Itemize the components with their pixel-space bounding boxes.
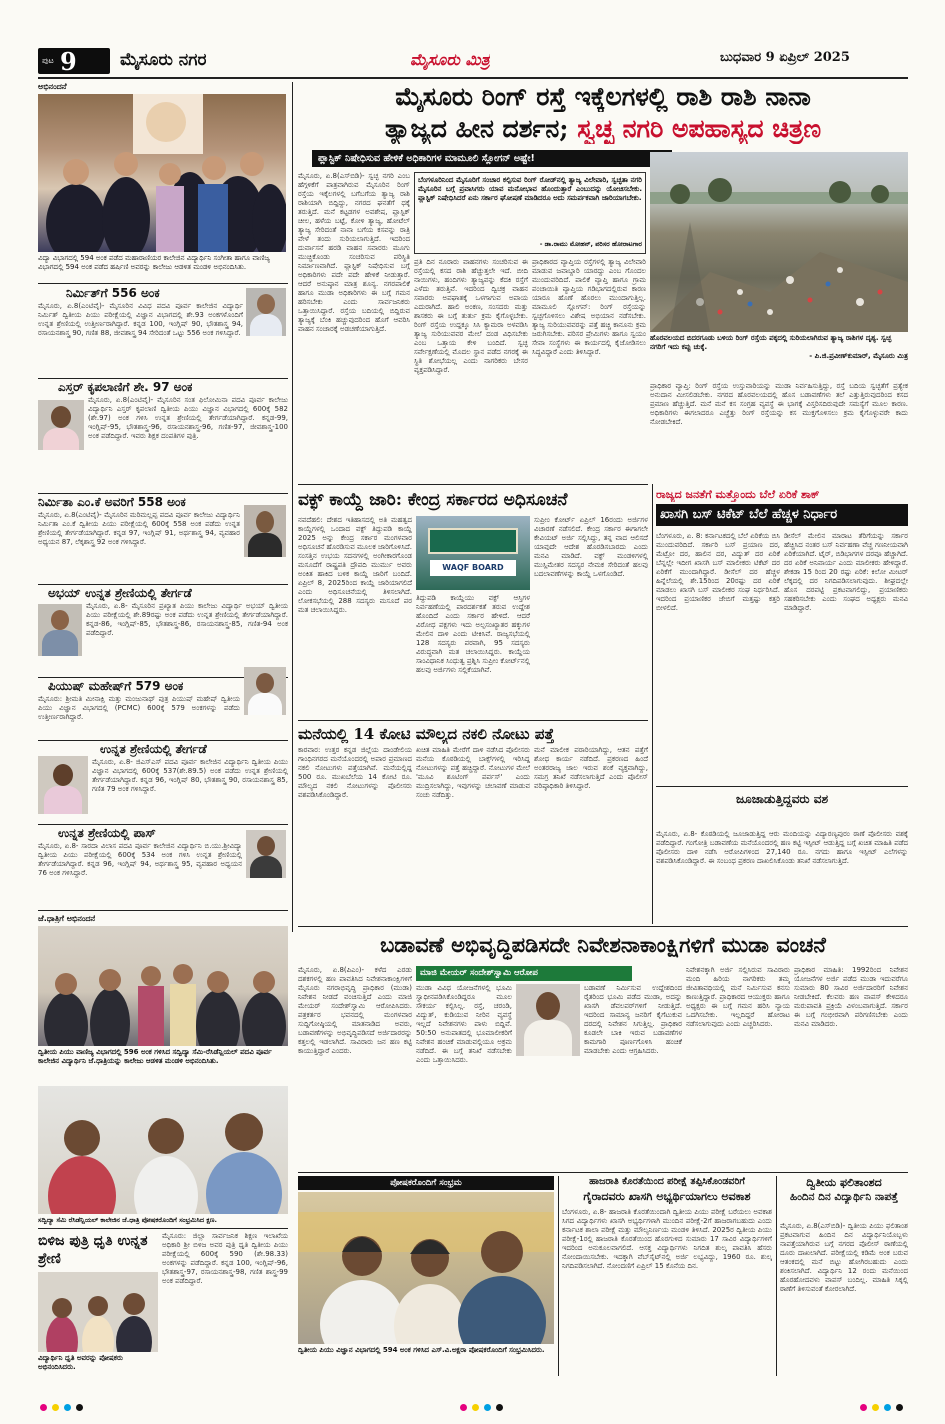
garbage-heap-illustration <box>650 152 908 332</box>
section-title: ಮೈಸೂರು ನಗರ <box>120 50 207 70</box>
item-body: ಮೈಸೂರು: ಜಿಲ್ಲಾ ಸಾರ್ವಜನಿಕ ಶಿಕ್ಷಣ ಇಲಾಖೆಯ ಅಧಿಕಾರಿ ಶ್ರೀ ಬಿಳಿಜ ಅವರ ಪುತ್ರಿ ಧೃತಿ ದ್ವಿತೀಯ ಪಿಯು ಪರೀಕ್ಷೆಯಲ್ಲಿ 600ಕ್ಕೆ 590 (ಶೇ.98.33) ಅಂಕಗಳನ್ನು ಪಡೆದಿದ್ದಾರೆ. ಕನ್ನಡ 100, ಇಂಗ್ಲಿಷ್-96, ಭೌತಶಾಸ್ತ್ರ-97, ರಸಾಯನಶಾಸ್ತ್ರ-98, ಗಣಿತ ಶಾಸ್ತ್ರ-99 ಅಂಕ ಪಡೆದಿದ್ದಾರೆ. <box>162 1232 288 1285</box>
gambling-body: ಮೈಸೂರು, ಏ.8- ಕೊಠಡಿಯಲ್ಲಿ ಜೂಜಾಡುತ್ತಿದ್ದ ಆರು ಮಂದಿಯನ್ನು ವಿದ್ಯಾರಣ್ಯಪುರಂ ಠಾಣೆ ಪೊಲೀಸರು ವಶಕ್ಕೆ ಪಡೆದಿದ್ದಾರೆ. ಗಂಗೋತ್ರಿ ಬಡಾವಣೆಯ ಮನೆಯೊಂದರಲ್ಲಿ ಹಣ ಕಟ್ಟಿ ಇಸ್ಪೀಟ್ ಆಡುತ್ತಿದ್ದ ಬಗ್ಗೆ ಖಚಿತ ಮಾಹಿತಿ ಪಡೆದ ಪೊಲೀಸರು ದಾಳಿ ನಡೆಸಿ ಆರೋಪಿಗಳಿಂದ 27,140 ರೂ. ನಗದು ಹಾಗೂ ಇಸ್ಪೀಟ್ ಎಲೆಗಳನ್ನು ವಶಪಡಿಸಿಕೊಂಡಿದ್ದಾರೆ. ಈ ಸಂಬಂಧ ಪ್ರಕರಣ ದಾಖಲಿಸಿಕೊಂಡು ತನಿಖೆ ನಡೆಸಲಾಗುತ್ತಿದೆ. <box>656 830 908 865</box>
student-photo <box>38 400 84 450</box>
photo-caption: ವಿದ್ಯಾರ್ಥಿನಿ ಧೃತಿ ಅವರನ್ನು ಪೋಷಕರು ಅಭಿನಂದಿಸಿದರು. <box>38 1354 123 1371</box>
lead-kicker: ಪ್ಲಾಸ್ಟಿಕ್ ನಿಷೇಧಿಸುವ ಹೇಳಿಕೆ ಅಧಿಕಾರಿಗಳ ಮಾಮೂಲಿ ಸ್ಲೋಗನ್ ಅಷ್ಟೇ! <box>312 150 672 167</box>
exam-headline: ಗೈರಾದವರು ಖಾಸಗಿ ಅಭ್ಯರ್ಥಿಯಾಗಲು ಅವಕಾಶ <box>583 1190 751 1203</box>
page-number: 9 <box>60 47 77 76</box>
family-illustration <box>298 1192 554 1344</box>
photo-caption <box>650 334 908 380</box>
lead-headline-part1: ತ್ಯಾಜ್ಯದ ಹೀನ ದರ್ಶನ; <box>384 114 578 143</box>
page-number-badge <box>38 48 110 74</box>
photo-caption: ದ್ವಿತೀಯ ಪಿಯು ವಿಜ್ಞಾನ ವಿಭಾಗದಲ್ಲಿ 594 ಅಂಕ ಗಳಿಸಿದ ಎಸ್.ವಿ.ಅಕ್ಷರಾ ಪೋಷಕರೊಂದಿಗೆ ಸಂಭ್ರಮಿಸಿದರು. <box>298 1346 545 1354</box>
fake-notes-headline: ಮನೆಯಲ್ಲಿ 14 ಕೋಟಿ ಮೌಲ್ಯದ ನಕಲಿ ನೋಟು ಪತ್ತೆ <box>298 725 555 743</box>
issue-date: ಬುಧವಾರ 9 ಏಪ್ರಿಲ್ 2025 <box>720 50 850 65</box>
fake-notes-col2: ಖಚಿತ ಮಾಹಿತಿ ಮೇರೆಗೆ ದಾಳಿ ನಡೆಸಿದ ಪೊಲೀಸರು ಮನೆಯ ಕೊಠಡಿಯಲ್ಲಿ ಬಾಕ್ಸ್‌ಗಳಲ್ಲಿ ಇರಿಸಿದ್ದ ನೋಟುಗಳನ್ನು ಪತ್ತೆ ಹಚ್ಚಿದ್ದಾರೆ. ನೋಟುಗಳ ಮೇಲೆ 'ಮೂವಿ ಶೂಟಿಂಗ್ ಪರ್ಪಸ್' ಎಂದು ಮುದ್ರಿಸಲಾಗಿದ್ದು, ಇವುಗಳನ್ನು ಚಲಾವಣೆ ಮಾಡುವ ಸಂಚು ನಡೆದಿತ್ತು. <box>416 746 530 799</box>
muda-col1: ಮೈಸೂರು, ಏ.8(ಪಿಎಂ)- ಕಳೆದ ಎರಡು ದಶಕಗಳಲ್ಲಿ ಹಣ ಪಾವತಿಸಿದ ನಿವೇಶನಾಕಾಂಕ್ಷಿಗಳಿಗೆ ಮೈಸೂರು ನಗರಾಭಿವೃದ್ಧಿ ಪ್ರಾಧಿಕಾರ (ಮುಡಾ) ನಿವೇಶನ ನೀಡದೆ ವಂಚಿಸುತ್ತಿದೆ ಎಂದು ಮಾಜಿ ಮೇಯರ್ ಸಂದೇಶ್‌ಸ್ವಾಮಿ ಆರೋಪಿಸಿದರು. ಪತ್ರಕರ್ತರ ಭವನದಲ್ಲಿ ಮಂಗಳವಾರ ಸುದ್ದಿಗೋಷ್ಠಿಯಲ್ಲಿ ಮಾತನಾಡಿದ ಅವರು, ಬಡಾವಣೆಗಳನ್ನು ಅಭಿವೃದ್ಧಿಪಡಿಸದೆ ಅರ್ಜಿದಾರರನ್ನು ಕತ್ತಲಲ್ಲಿ ಇಡಲಾಗಿದೆ. ಸಾವಿರಾರು ಜನ ಹಣ ಕಟ್ಟಿ ಕಾಯುತ್ತಿದ್ದಾರೆ ಎಂದರು. <box>298 966 412 1055</box>
exam-story <box>562 1176 772 1376</box>
dhruti-family-photo <box>38 1272 158 1352</box>
exam-kicker: ಹಾಜರಾತಿ ಕೊರತೆಯಿಂದ ಪರೀಕ್ಷೆ ತಪ್ಪಿಸಿಕೊಂಡವರಿಗೆ <box>589 1176 745 1187</box>
item-body: ಮೈಸೂರು, ಏ.8- ಮೈಸೂರಿನ ಪ್ರಖ್ಯಾತ ಪಿಯು ಕಾಲೇಜು ವಿದ್ಯಾರ್ಥಿ ಅಭಯ್ ದ್ವಿತೀಯ ಪಿಯು ಪರೀಕ್ಷೆಯಲ್ಲಿ ಶೇ.89ರಷ್ಟು ಅಂಕ ಪಡೆದು ಉನ್ನತ ಶ್ರೇಣಿಯಲ್ಲಿ ತೇರ್ಗಡೆಯಾಗಿದ್ದಾರೆ. ಕನ್ನಡ-86, ಇಂಗ್ಲಿಷ್-85, ಭೌತಶಾಸ್ತ್ರ-86, ರಸಾಯನಶಾಸ್ತ್ರ-85, ಗಣಿತ-94 ಅಂಕ ಪಡೆದಿದ್ದಾರೆ. <box>86 602 288 637</box>
lead-headline-part2: ಸ್ವಚ್ಛ ನಗರಿ ಅಪಹಾಸ್ಯದ ಚಿತ್ರಣ <box>577 114 822 143</box>
student-photo <box>246 830 286 878</box>
muda-col4: ನಿವೇಶನಕ್ಕಾಗಿ ಅರ್ಜಿ ಸಲ್ಲಿಸಿರುವ ಸಾವಿರಾರು ಮಂದಿ ಹಿರಿಯ ನಾಗರಿಕರು ತಮ್ಮ ಜೀವಿತಾವಧಿಯಲ್ಲಿ ಮನೆ ನಿರ್ಮಿಸುವ ಕನಸು ಕಾಣುತ್ತಿದ್ದಾರೆ. ಪ್ರಾಧಿಕಾರದ ಆಯುಕ್ತರು ಹಾಗೂ ಅಧ್ಯಕ್ಷರು ಈ ಬಗ್ಗೆ ಗಮನ ಹರಿಸಿ ನ್ಯಾಯ ಒದಗಿಸಬೇಕು. ಇಲ್ಲದಿದ್ದರೆ ಹೋರಾಟ ನಡೆಸಲಾಗುವುದು ಎಂದು ಎಚ್ಚರಿಸಿದರು. <box>686 966 790 1028</box>
lead-col3: ಪ್ರಾಧಿಕಾರದ ವ್ಯಾಪ್ತಿಯ ರಸ್ತೆಗಳಲ್ಲಿ ತ್ಯಾಜ್ಯ ವಿಲೇವಾರಿ ಮಾಡುವ ಜವಾಬ್ದಾರಿ ಯಾರದ್ದು ಎಂಬ ಗೊಂದಲ ಮುಂದುವರಿದಿದೆ. ಪಾಲಿಕೆ ವ್ಯಾಪ್ತಿ ಹಾಗೂ ಗ್ರಾಮ ಪಂಚಾಯಿತಿ ವ್ಯಾಪ್ತಿಯ ಗಡಿಭಾಗದಲ್ಲಿರುವ ಕಾರಣ ಯಾರೂ ಹೊಣೆ ಹೊರಲು ಮುಂದಾಗುತ್ತಿಲ್ಲ. ಮಾಮೂಲಿ ಸ್ಲೋಗನ್: ರಿಂಗ್ ರಸ್ತೆಯನ್ನು ಸ್ವಚ್ಛಗೊಳಿಸಲು ವಿಶೇಷ ಅಭಿಯಾನ ನಡೆಸಬೇಕು. ತ್ಯಾಜ್ಯ ಸುರಿಯುವವರನ್ನು ಪತ್ತೆ ಹಚ್ಚಿ ಕಾನೂನು ಕ್ರಮ ಜರುಗಿಸಬೇಕು. ಪರಿಸರ ಪ್ರೇಮಿಗಳು ಹಾಗೂ ಸ್ವಯಂ ಸೇವಾ ಸಂಸ್ಥೆಗಳು ಈ ಕಾರ್ಯದಲ್ಲಿ ಕೈಜೋಡಿಸಲು ಸಿದ್ಧವಿದ್ದಾರೆ ಎಂದು ತಿಳಿಸಿದ್ದಾರೆ. <box>532 258 646 356</box>
dhatri-felicitation-photo <box>38 926 288 1046</box>
sandesh-swamy-photo <box>516 984 580 1056</box>
lead-headline-line2 <box>298 114 908 144</box>
left-column <box>38 82 288 1382</box>
photo-caption-text: ಹೊರವಲಯದ ಬಿದರಗೂಡು ಬಳಿಯ ರಿಂಗ್ ರಸ್ತೆಯ ಪಕ್ಕದಲ್ಲಿ ಸುರಿಯಲಾಗಿರುವ ತ್ಯಾಜ್ಯ ರಾಶಿಗಳ ದೃಶ್ಯ. ಸ್ವಚ್ಛ ನಗರಿಗೆ ಇದು ಕಪ್ಪು ಚುಕ್ಕೆ. <box>650 334 892 351</box>
lead-col4: ಪ್ರಾಧಿಕಾರ ವ್ಯಾಪ್ತಿ: ರಿಂಗ್ ರಸ್ತೆಯ ಉಸ್ತುವಾರಿಯನ್ನು ಮುಡಾ ನಿರ್ವಹಿಸುತ್ತಿದ್ದು, ರಸ್ತೆ ಬದಿಯ ಸ್ವಚ್ಛತೆಗೆ ಪ್ರತ್ಯೇಕ ಅನುದಾನ ಮೀಸಲಿಡಬೇಕು. ನಗರದ ಹೊರವಲಯದಲ್ಲಿ ಹೊಸ ಬಡಾವಣೆಗಳು ತಲೆ ಎತ್ತುತ್ತಿರುವುದರಿಂದ ಕಸದ ಪ್ರಮಾಣ ಹೆಚ್ಚುತ್ತಿದೆ. ಮನೆ ಮನೆ ಕಸ ಸಂಗ್ರಹ ವ್ಯವಸ್ಥೆ ಈ ಭಾಗಕ್ಕೆ ವಿಸ್ತರಿಸದಿರುವುದೇ ಸಮಸ್ಯೆಗೆ ಮೂಲ ಕಾರಣ. ಅಧಿಕಾರಿಗಳು ಈಗಲಾದರೂ ಎಚ್ಚೆತ್ತು ರಿಂಗ್ ರಸ್ತೆಯನ್ನು ಕಸ ಮುಕ್ತಗೊಳಿಸಲು ಕ್ರಮ ಕೈಗೊಳ್ಳುವರೇ ಕಾದು ನೋಡಬೇಕಿದೆ. <box>650 382 908 426</box>
item-title: ಬಿಳಿಜ ಪುತ್ರಿ ಧೃತಿ ಉನ್ನತ ಶ್ರೇಣಿ <box>38 1233 148 1267</box>
akshara-family-photo <box>298 1192 554 1344</box>
photo-caption: ವಿದ್ಯಾ ವಿಭಾಗದಲ್ಲಿ 594 ಅಂಕ ಪಡೆದ ಮಹಾರಾಣಿಯರ ಕಾಲೇಜಿನ ವಿದ್ಯಾರ್ಥಿನಿ ಸಂಗೀತಾ ಹಾಗೂ ವಾಣಿಜ್ಯ ವಿಭಾಗದಲ್ಲಿ 594 ಅಂಕ ಪಡೆದ ಹರ್ಷಿಣಿ ಅವರನ್ನು ಕಾಲೇಜು ಆಡಳಿತ ಮಂಡಳಿ ಅಭಿನಂದಿಸಿತು. <box>38 254 270 271</box>
lead-col2: ಪ್ರತಿ ದಿನ ನೂರಾರು ವಾಹನಗಳು ಸಂಚರಿಸುವ ಈ ರಸ್ತೆಯಲ್ಲಿ ಕಸದ ರಾಶಿ ಹೆಚ್ಚುತ್ತಲೇ ಇದೆ. ಬೀದಿ ನಾಯಿಗಳು, ಹಂದಿಗಳು ತ್ಯಾಜ್ಯವನ್ನು ಕೆದಕಿ ರಸ್ತೆಗೆ ಎಳೆದು ತರುತ್ತಿವೆ. ಇದರಿಂದ ದ್ವಿಚಕ್ರ ವಾಹನ ಸವಾರರು ಅಪಘಾತಕ್ಕೆ ಒಳಗಾಗುವ ಅಪಾಯ ಎದುರಾಗಿದೆ. ಹಾಲಿ ಅಂಕಣ, ಸಂಸದರು ಮತ್ತು ಶಾಸಕರು ಈ ಬಗ್ಗೆ ತುರ್ತು ಕ್ರಮ ಕೈಗೊಳ್ಳಬೇಕು. ರಿಂಗ್ ರಸ್ತೆಯ ಉದ್ದಕ್ಕೂ ಸಿಸಿ ಕ್ಯಾಮರಾ ಅಳವಡಿಸಿ ತ್ಯಾಜ್ಯ ಸುರಿಯುವವರ ಮೇಲೆ ದಂಡ ವಿಧಿಸಬೇಕು ಎಂಬ ಒತ್ತಾಯ ಕೇಳಿ ಬಂದಿದೆ. ಸ್ವಚ್ಛ ಸರ್ವೇಕ್ಷಣೆಯಲ್ಲಿ ಮೊದಲ ಸ್ಥಾನ ಪಡೆದ ನಗರಕ್ಕೆ ಈ ಸ್ಥಿತಿ ಶೋಭೆಯಲ್ಲ ಎಂದು ನಾಗರಿಕರು ಬೇಸರ ವ್ಯಕ್ತಪಡಿಸಿದ್ದಾರೆ. <box>414 258 528 374</box>
bus-kicker: ರಾಜ್ಯದ ಜನತೆಗೆ ಮತ್ತೊಂದು ಬೆಲೆ ಏರಿಕೆ ಶಾಕ್ <box>656 488 820 501</box>
item-body: ಮೈಸೂರು, ಏ.8(ಎಂಟಿವೈ)- ಮೈಸೂರಿನ ವಿವಿಧ ಪದವಿ ಪೂರ್ವ ಕಾಲೇಜಿನ ವಿದ್ಯಾರ್ಥಿ ನಿರ್ಮಿತ್ ದ್ವಿತೀಯ ಪಿಯು ಪರೀಕ್ಷೆಯಲ್ಲಿ ವಿಜ್ಞಾನ ವಿಭಾಗದಲ್ಲಿ ಶೇ.93 ಅಂಕಗಳೊಂದಿಗೆ ಉನ್ನತ ಶ್ರೇಣಿಯಲ್ಲಿ ಉತ್ತೀರ್ಣರಾಗಿದ್ದಾರೆ. ಕನ್ನಡ 100, ಇಂಗ್ಲಿಷ್ 90, ಭೌತಶಾಸ್ತ್ರ 94, ರಸಾಯನಶಾಸ್ತ್ರ 90, ಗಣಿತ 88, ಜೀವಶಾಸ್ತ್ರ 94 ಸೇರಿದಂತೆ ಒಟ್ಟು 556 ಅಂಕ ಗಳಿಸಿದ್ದಾರೆ. <box>38 302 243 337</box>
item-title: ನಿರ್ಮಿತ್‌ಗೆ 556 ಅಂಕ <box>66 286 160 300</box>
section-tag: ಜೆ.ಧಾತ್ರಿಗೆ ಅಭಿನಂದನೆ <box>38 914 96 923</box>
result-kicker: ದ್ವಿತೀಯ ಫಲಿತಾಂಶದ <box>806 1176 882 1189</box>
muda-col3: ಬಡಾವಣೆ ನಿರ್ಮಿಸುವ ಉದ್ದೇಶದಿಂದ ರೈತರಿಂದ ಭೂಮಿ ಪಡೆದ ಮುಡಾ, ಅದನ್ನು ಖಾಸಗಿ ಡೆವಲಪರ್‌ಗಳಿಗೆ ನೀಡುತ್ತಿದೆ. ಇದರಿಂದ ಸಾಮಾನ್ಯ ಜನರಿಗೆ ಕೈಗೆಟುಕುವ ದರದಲ್ಲಿ ನಿವೇಶನ ಸಿಗುತ್ತಿಲ್ಲ. ಪ್ರಾಧಿಕಾರ ಕೂಡಲೇ ಬಾಕಿ ಇರುವ ಬಡಾವಣೆಗಳ ಕಾಮಗಾರಿ ಪೂರ್ಣಗೊಳಿಸಿ ಹಂಚಿಕೆ ಮಾಡಬೇಕು ಎಂದು ಆಗ್ರಹಿಸಿದರು. <box>584 984 682 1055</box>
gambling-headline: ಜೂಜಾಡುತ್ತಿದ್ದವರು ವಶ <box>735 792 829 806</box>
student-item <box>38 826 288 908</box>
waqf-col2: ತಿದ್ದುಪಡಿ ಕಾಯ್ದೆಯು ವಕ್ಫ್ ಆಸ್ತಿಗಳ ನಿರ್ವಹಣೆಯಲ್ಲಿ ಪಾರದರ್ಶಕತೆ ತರುವ ಉದ್ದೇಶ ಹೊಂದಿದೆ ಎಂದು ಸರ್ಕಾರ ಹೇಳಿದೆ. ಆದರೆ ವಿರೋಧ ಪಕ್ಷಗಳು ಇದು ಅಲ್ಪಸಂಖ್ಯಾತರ ಹಕ್ಕುಗಳ ಮೇಲಿನ ದಾಳಿ ಎಂದು ಟೀಕಿಸಿವೆ. ರಾಜ್ಯಸಭೆಯಲ್ಲಿ 128 ಸದಸ್ಯರು ಪರವಾಗಿ, 95 ಸದಸ್ಯರು ವಿರುದ್ಧವಾಗಿ ಮತ ಚಲಾಯಿಸಿದ್ದರು. ಕಾಯ್ದೆಯ ಸಾಂವಿಧಾನಿಕ ಸಿಂಧುತ್ವ ಪ್ರಶ್ನಿಸಿ ಸುಪ್ರೀಂ ಕೋರ್ಟ್‌ನಲ್ಲಿ ಹಲವು ಅರ್ಜಿಗಳು ಸಲ್ಲಿಕೆಯಾಗಿವೆ. <box>416 594 530 674</box>
item-title: ಉನ್ನತ ಶ್ರೇಣಿಯಲ್ಲಿ ತೇರ್ಗಡೆ <box>100 742 207 756</box>
student-item <box>38 586 288 676</box>
student-photo <box>244 505 286 557</box>
item-title: ಎಸ್ತರ್ ಕೃಪಲಾಣಿಗೆ ಶೇ. 97 ಅಂಕ <box>58 380 193 394</box>
bus-col1: ಬೆಂಗಳೂರು, ಏ. 8: ಕರ್ನಾಟಕದಲ್ಲಿ ಬೆಲೆ ಏರಿಕೆಯ ಬಿಸಿ ಮುಂದುವರಿದಿದೆ. ಸರ್ಕಾರಿ ಬಸ್ ಪ್ರಯಾಣ ದರ, ಮೆಟ್ರೋ ದರ, ಹಾಲಿನ ದರ, ವಿದ್ಯುತ್ ದರ ಏರಿಕೆ ಬೆನ್ನಲ್ಲೇ ಇದೀಗ ಖಾಸಗಿ ಬಸ್ ಮಾಲೀಕರು ಟಿಕೆಟ್ ದರ ಏರಿಕೆಗೆ ಮುಂದಾಗಿದ್ದಾರೆ. ಡೀಸೆಲ್ ದರ ಹೆಚ್ಚಳ ಹಿನ್ನೆಲೆಯಲ್ಲಿ ಶೇ.15ರಿಂದ 20ರಷ್ಟು ದರ ಏರಿಕೆ ಮಾಡಲು ಖಾಸಗಿ ಬಸ್ ಮಾಲೀಕರ ಸಂಘ ನಿರ್ಧರಿಸಿದೆ. ಇದರಿಂದ ಪ್ರಯಾಣಿಕರ ಜೇಬಿಗೆ ಮತ್ತಷ್ಟು ಕತ್ತರಿ ಬೀಳಲಿದೆ. <box>656 532 780 612</box>
muda-kicker: ಮಾಜಿ ಮೇಯರ್ ಸಂದೇಶ್‌ಸ್ವಾಮಿ ಆರೋಪ <box>416 966 632 981</box>
lead-col1: ಮೈಸೂರು, ಏ.8(ಎಸ್‌ಬಿಡಿ)- ಸ್ವಚ್ಛ ನಗರಿ ಎಂಬ ಹೆಗ್ಗಳಿಕೆಗೆ ಪಾತ್ರವಾಗಿರುವ ಮೈಸೂರಿನ ರಿಂಗ್ ರಸ್ತೆಯ ಇಕ್ಕೆಲಗಳಲ್ಲಿ ಬಗೆಬಗೆಯ ತ್ಯಾಜ್ಯ ರಾಶಿ ರಾಶಿಯಾಗಿ ಬಿದ್ದಿದ್ದು, ನಗರದ ಘನತೆಗೆ ಧಕ್ಕೆ ತರುತ್ತಿದೆ. ಮನೆ ಕಟ್ಟಡಗಳ ಅವಶೇಷ, ಪ್ಲಾಸ್ಟಿಕ್ ಚೀಲ, ಹಳೆಯ ಬಟ್ಟೆ, ಕೋಳಿ ತ್ಯಾಜ್ಯ, ಹೋಟೆಲ್ ತ್ಯಾಜ್ಯ ಸೇರಿದಂತೆ ನಾನಾ ಬಗೆಯ ಕಸವನ್ನು ರಾತ್ರಿ ವೇಳೆ ತಂದು ಸುರಿಯಲಾಗುತ್ತಿದೆ. ಇದರಿಂದ ದುರ್ವಾಸನೆ ಹರಡಿ ವಾಹನ ಸವಾರರು ಮೂಗು ಮುಚ್ಚಿಕೊಂಡು ಸಂಚರಿಸುವ ಪರಿಸ್ಥಿತಿ ನಿರ್ಮಾಣವಾಗಿದೆ. ಪ್ಲಾಸ್ಟಿಕ್ ನಿಷೇಧಿಸುವ ಬಗ್ಗೆ ಅಧಿಕಾರಿಗಳು ಪದೇ ಪದೇ ಹೇಳಿಕೆ ನೀಡುತ್ತಾರೆ. ಆದರೆ ಅನುಷ್ಠಾನ ಮಾತ್ರ ಶೂನ್ಯ. ನಗರಪಾಲಿಕೆ ಹಾಗೂ ಮುಡಾ ಅಧಿಕಾರಿಗಳು ಈ ಬಗ್ಗೆ ಗಮನ ಹರಿಸಬೇಕು ಎಂದು ಸಾರ್ವಜನಿಕರು ಒತ್ತಾಯಿಸಿದ್ದಾರೆ. ರಸ್ತೆಯ ಬದಿಯಲ್ಲಿ ಬಿದ್ದಿರುವ ತ್ಯಾಜ್ಯಕ್ಕೆ ಬೆಂಕಿ ಹಚ್ಚುವುದರಿಂದ ಹೊಗೆ ಆವರಿಸಿ ವಾಹನ ಸಂಚಾರಕ್ಕೆ ಅಡಚಣೆಯಾಗುತ್ತಿದೆ. <box>298 172 410 333</box>
bus-fare-story <box>656 488 908 836</box>
masthead <box>0 0 945 78</box>
muda-headline: ಬಡಾವಣೆ ಅಭಿವೃದ್ಧಿಪಡಿಸದೇ ನಿವೇಶನಾಕಾಂಕ್ಷಿಗಳಿಗೆ ಮುಡಾ ವಂಚನೆ <box>380 932 826 957</box>
celebration-tag: ಪೋಷಕರೊಂದಿಗೆ ಸಂಭ್ರಮ <box>298 1176 554 1190</box>
student-item <box>38 679 288 739</box>
section-tag: ಅಭಿನಂದನೆ <box>38 82 67 91</box>
photo-caption: ಸದ್ವಿದ್ಯಾ ಸೆಮಿ ರೆಸಿಡೆನ್ಷಿಯಲ್ ಕಾಲೇಜಿನ ಜೆ.ಧಾತ್ರಿ ಪೋಷಕರೊಂದಿಗೆ ಸಂಭ್ರಮಿಸಿದ ಕ್ಷಣ. <box>38 1216 217 1224</box>
dhatri-family-photo <box>38 1086 288 1214</box>
garbage-roadside-photo <box>650 152 908 332</box>
student-photo <box>246 288 286 336</box>
waqf-board-photo <box>416 516 530 590</box>
muda-col5: ಪ್ರಾಧಿಕಾರ ಮಾಹಿತಿ: 1992ರಿಂದ ನಿವೇಶನ ಯೋಜನೆಗಳ ಅರ್ಜಿ ಪಡೆದ ಮುಡಾ ಇದುವರೆಗೂ ಸುಮಾರು 80 ಸಾವಿರ ಅರ್ಜಿದಾರರಿಗೆ ನಿವೇಶನ ನೀಡಬೇಕಿದೆ. ಕೆಲವರು ಹಣ ವಾಪಸ್ ಕೇಳಿದರೂ ಮರುಪಾವತಿ ಪ್ರಕ್ರಿಯೆ ವಿಳಂಬವಾಗುತ್ತಿದೆ. ಸರ್ಕಾರ ಈ ಬಗ್ಗೆ ಗಂಭೀರವಾಗಿ ಪರಿಗಣಿಸಬೇಕು ಎಂದು ಮನವಿ ಮಾಡಿದರು. <box>794 966 908 1028</box>
student-photo <box>38 604 82 656</box>
quote-text: ಬೆಂಗಳೂರಿನಿಂದ ಮೈಸೂರಿಗೆ ಸಂಚಾರ ಕಲ್ಪಿಸುವ ರಿಂಗ್ ರೋಡ್‌ನಲ್ಲಿ ತ್ಯಾಜ್ಯ ವಿಲೇವಾರಿ, ಸ್ವಚ್ಛತಾ ನಗರಿ ಮೈಸೂರಿನ ಬಗ್ಗೆ ಪ್ರವಾಸಿಗರು ಯಾವ ಮನೋಭಾವ ಹೊಂದುತ್ತಾರೆ ಎಂಬುದನ್ನು ಯೋಚಿಸಬೇಕು. ಪ್ಲಾಸ್ಟಿಕ್ ನಿಷೇಧಿಸಿದರೆ ಏನು ಸರ್ಕಾರ ಘೋಷಣೆ ಮಾಡಿದರೂ ಅದು ಸಮರ್ಪಕವಾಗಿ ಜಾರಿಯಾಗಬೇಕು. <box>418 176 642 202</box>
lead-story <box>298 80 908 480</box>
result-headline: ಹಿಂದಿನ ದಿನ ವಿದ್ಯಾರ್ಥಿನಿ ನಾಪತ್ತೆ <box>790 1191 898 1203</box>
group-people-illustration <box>38 94 286 252</box>
quote-author: - ಡಾ.ರಾಮು ಮೋಹನ್, ಪರಿಸರ ಹೋರಾಟಗಾರ <box>539 240 642 248</box>
item-title: ಅಭಯ್ ಉನ್ನತ ಶ್ರೇಣಿಯಲ್ಲಿ ತೇರ್ಗಡೆ <box>48 586 192 600</box>
result-body: ಮೈಸೂರು, ಏ.8(ಎಸ್‌ಬಿಡಿ)- ದ್ವಿತೀಯ ಪಿಯು ಫಲಿತಾಂಶ ಪ್ರಕಟವಾಗುವ ಹಿಂದಿನ ದಿನ ವಿದ್ಯಾರ್ಥಿನಿಯೊಬ್ಬಳು ನಾಪತ್ತೆಯಾಗಿರುವ ಬಗ್ಗೆ ನಗರದ ಪೊಲೀಸ್ ಠಾಣೆಯಲ್ಲಿ ದೂರು ದಾಖಲಾಗಿದೆ. ಪರೀಕ್ಷೆಯಲ್ಲಿ ಕಡಿಮೆ ಅಂಕ ಬರುವ ಆತಂಕದಲ್ಲಿ ಮನೆ ಬಿಟ್ಟು ಹೋಗಿರಬಹುದು ಎಂದು ಶಂಕಿಸಲಾಗಿದೆ. ವಿದ್ಯಾರ್ಥಿನಿ 12 ರಂದು ಮನೆಯಿಂದ ಹೊರಹೋದವಳು ವಾಪಸ್ ಬಂದಿಲ್ಲ. ಮಾಹಿತಿ ಸಿಕ್ಕಲ್ಲಿ ಠಾಣೆಗೆ ತಿಳಿಸುವಂತೆ ಕೋರಲಾಗಿದೆ. <box>780 1222 908 1293</box>
waqf-board-sign: WAQF BOARD <box>430 560 516 576</box>
family-illustration <box>38 1086 288 1214</box>
waqf-col1: ನವದೆಹಲಿ: ದೇಶದ ಇತಿಹಾಸದಲ್ಲಿ ಅತಿ ಮಹತ್ವದ ಕಾಯ್ದೆಗಳಲ್ಲಿ ಒಂದಾದ ವಕ್ಫ್ ತಿದ್ದುಪಡಿ ಕಾಯ್ದೆ 2025 ಅನ್ನು ಕೇಂದ್ರ ಸರ್ಕಾರ ಮಂಗಳವಾರ ಅಧಿಸೂಚನೆ ಹೊರಡಿಸುವ ಮೂಲಕ ಜಾರಿಗೊಳಿಸಿದೆ. ಸಂಸತ್ತಿನ ಉಭಯ ಸದನಗಳಲ್ಲಿ ಅಂಗೀಕಾರಗೊಂಡ ಮಸೂದೆಗೆ ರಾಷ್ಟ್ರಪತಿ ದ್ರೌಪದಿ ಮುರ್ಮು ಅವರು ಅಂಕಿತ ಹಾಕಿದ ಬಳಿಕ ಕಾಯ್ದೆ ಜಾರಿಗೆ ಬಂದಿದೆ. ಏಪ್ರಿಲ್ 8, 2025ರಿಂದ ಕಾಯ್ದೆ ಜಾರಿಯಾಗಲಿದೆ ಎಂದು ಅಧಿಸೂಚನೆಯಲ್ಲಿ ತಿಳಿಸಲಾಗಿದೆ. ಲೋಕಸಭೆಯಲ್ಲಿ 288 ಸದಸ್ಯರು ಮಸೂದೆ ಪರ ಮತ ಚಲಾಯಿಸಿದ್ದರು. <box>298 516 412 614</box>
family-illustration <box>38 1272 158 1352</box>
item-body: ಮೈಸೂರು, ಏ.8- ಜಿಎಸ್‌ಎಸ್ ಪದವಿ ಪೂರ್ವ ಕಾಲೇಜಿನ ವಿದ್ಯಾರ್ಥಿನಿ ದ್ವಿತೀಯ ಪಿಯು ವಿಜ್ಞಾನ ವಿಭಾಗದಲ್ಲಿ 600ಕ್ಕೆ 537(ಶೇ.89.5) ಅಂಕ ಪಡೆದು ಉನ್ನತ ಶ್ರೇಣಿಯಲ್ಲಿ ತೇರ್ಗಡೆಯಾಗಿದ್ದಾರೆ. ಕನ್ನಡ 96, ಇಂಗ್ಲಿಷ್ 80, ಭೌತಶಾಸ್ತ್ರ 90, ರಸಾಯನಶಾಸ್ತ್ರ 85, ಗಣಿತ 79 ಅಂಕ ಗಳಿಸಿದ್ದಾರೆ. <box>92 758 288 793</box>
paper-name: ಮೈಸೂರು ಮಿತ್ರ <box>410 50 490 69</box>
missing-student-story <box>780 1176 908 1376</box>
photo-credit: - ಪಿ.ಜಿ.ಪ್ರವೀಣ್‌ಕುಮಾರ್, ಮೈಸೂರು ಮಿತ್ರ <box>809 352 908 360</box>
student-photo <box>244 667 286 715</box>
page-label: ಪುಟ <box>42 56 54 65</box>
student-item <box>38 286 288 376</box>
lead-quote-box <box>414 172 646 254</box>
item-body: ಮೈಸೂರು, ಏ.8(ಎಂಟಿವೈ)- ಮೈಸೂರಿನ ಮರಿಮಲ್ಲಪ್ಪ ಪದವಿ ಪೂರ್ವ ಕಾಲೇಜು ವಿದ್ಯಾರ್ಥಿನಿ ನಿರ್ಮಿತಾ ಎಂ.ಕೆ ದ್ವಿತೀಯ ಪಿಯು ಪರೀಕ್ಷೆಯಲ್ಲಿ 600ಕ್ಕೆ 558 ಅಂಕ ಪಡೆದು ಉನ್ನತ ಶ್ರೇಣಿಯಲ್ಲಿ ತೇರ್ಗಡೆಯಾಗಿದ್ದಾರೆ. ಕನ್ನಡ 97, ಇಂಗ್ಲಿಷ್ 91, ಅರ್ಥಶಾಸ್ತ್ರ 94, ವ್ಯವಹಾರ ಅಧ್ಯಯನ 87, ಲೆಕ್ಕಶಾಸ್ತ್ರ 92 ಅಂಕ ಗಳಿಸಿದ್ದಾರೆ. <box>38 511 240 546</box>
item-body: ಮೈಸೂರು, ಏ.8- ಸಾರದಾ ವಿಲಾಸ ಪದವಿ ಪೂರ್ವ ಕಾಲೇಜಿನ ವಿದ್ಯಾರ್ಥಿನಿ ಬಿ.ಯು.ಶ್ರೀವಿದ್ಯಾ ದ್ವಿತೀಯ ಪಿಯು ಪರೀಕ್ಷೆಯಲ್ಲಿ 600ಕ್ಕೆ 534 ಅಂಕ ಗಳಿಸಿ ಉನ್ನತ ಶ್ರೇಣಿಯಲ್ಲಿ ತೇರ್ಗಡೆಯಾಗಿದ್ದಾರೆ. ಕನ್ನಡ 96, ಇಂಗ್ಲಿಷ್ 94, ಅರ್ಥಶಾಸ್ತ್ರ 95, ವ್ಯವಹಾರ ಅಧ್ಯಯನ 76 ಅಂಕ ಗಳಿಸಿದ್ದಾರೆ. <box>38 842 242 877</box>
student-item <box>38 495 288 583</box>
muda-story <box>298 930 908 1170</box>
exam-body: ಬೆಂಗಳೂರು, ಏ.8- ಹಾಜರಾತಿ ಕೊರತೆಯಿಂದಾಗಿ ದ್ವಿತೀಯ ಪಿಯು ಪರೀಕ್ಷೆ ಬರೆಯಲು ಅವಕಾಶ ಸಿಗದ ವಿದ್ಯಾರ್ಥಿಗಳು ಖಾಸಗಿ ಅಭ್ಯರ್ಥಿಗಳಾಗಿ ಮುಂದಿನ ಪರೀಕ್ಷೆ-2ಗೆ ಹಾಜರಾಗಬಹುದು ಎಂದು ಕರ್ನಾಟಕ ಶಾಲಾ ಪರೀಕ್ಷೆ ಮತ್ತು ಮೌಲ್ಯನಿರ್ಣಯ ಮಂಡಳಿ ತಿಳಿಸಿದೆ. 2025ರ ದ್ವಿತೀಯ ಪಿಯು ಪರೀಕ್ಷೆ-1ರಲ್ಲಿ ಹಾಜರಾತಿ ಕೊರತೆಯಿಂದ ಹೊರಗುಳಿದ ಸುಮಾರು 17 ಸಾವಿರ ವಿದ್ಯಾರ್ಥಿಗಳಿಗೆ ಇದರಿಂದ ಅನುಕೂಲವಾಗಲಿದೆ. ಆಸಕ್ತ ವಿದ್ಯಾರ್ಥಿಗಳು ನಿಗದಿತ ಶುಲ್ಕ ಪಾವತಿಸಿ ಹೆಸರು ನೋಂದಾಯಿಸಬೇಕು. ಇದಕ್ಕಾಗಿ ವೆಬ್‌ಸೈಟ್‌ನಲ್ಲಿ ಅರ್ಜಿ ಲಭ್ಯವಿದ್ದು, 1960 ರೂ. ಶುಲ್ಕ ನಿಗದಿಪಡಿಸಲಾಗಿದೆ. ನೋಂದಣಿಗೆ ಏಪ್ರಿಲ್ 15 ಕೊನೆಯ ದಿನ. <box>562 1208 772 1270</box>
item-title: ಪಿಯುಷ್ ಮಹೇಷ್‌ಗೆ 579 ಅಂಕ <box>48 679 184 693</box>
bus-headline: ಖಾಸಗಿ ಬಸ್ ಟಿಕೆಟ್ ಬೆಲೆ ಹೆಚ್ಚಳ ನಿರ್ಧಾರ <box>656 504 908 526</box>
item-body: ಮೈಸೂರು: ಶ್ರೀಮತಿ ಮೀನಾಕ್ಷಿ ಮತ್ತು ಮಂಜುನಾಥ್ ಪುತ್ರ ಪಿಯುಷ್ ಮಹೇಷ್ ದ್ವಿತೀಯ ಪಿಯು ವಿಜ್ಞಾನ ವಿಭಾಗದಲ್ಲಿ (PCMC) 600ಕ್ಕೆ 579 ಅಂಕಗಳನ್ನು ಪಡೆದು ಉತ್ತೀರ್ಣರಾಗಿದ್ದಾರೆ. <box>38 695 240 721</box>
fake-notes-col3: ಮನೆ ಮಾಲೀಕ ಪರಾರಿಯಾಗಿದ್ದು, ಆತನ ಪತ್ತೆಗೆ ಶೋಧ ಕಾರ್ಯ ನಡೆದಿದೆ. ಪ್ರಕರಣದ ಹಿಂದೆ ಅಂತರರಾಜ್ಯ ಜಾಲ ಇರುವ ಶಂಕೆ ವ್ಯಕ್ತವಾಗಿದ್ದು, ಸಮಗ್ರ ತನಿಖೆ ನಡೆಸಲಾಗುತ್ತಿದೆ ಎಂದು ಪೊಲೀಸ್ ವರಿಷ್ಠಾಧಿಕಾರಿ ತಿಳಿಸಿದ್ದಾರೆ. <box>534 746 648 790</box>
item-body: ಮೈಸೂರು, ಏ.8(ಎಂಟಿವೈ)- ಮೈಸೂರಿನ ಸಂತ ಫಿಲೋಮಿನಾ ಪದವಿ ಪೂರ್ವ ಕಾಲೇಜು ವಿದ್ಯಾರ್ಥಿನಿ ಎಸ್ತರ್ ಕೃಪಲಾಣಿ ದ್ವಿತೀಯ ಪಿಯು ವಿಜ್ಞಾನ ವಿಭಾಗದಲ್ಲಿ 600ಕ್ಕೆ 582 (ಶೇ.97) ಅಂಕ ಗಳಿಸಿ ಉನ್ನತ ಶ್ರೇಣಿಯಲ್ಲಿ ತೇರ್ಗಡೆಯಾಗಿದ್ದಾರೆ. ಕನ್ನಡ-99, ಇಂಗ್ಲಿಷ್-95, ಭೌತಶಾಸ್ತ್ರ-96, ರಸಾಯನಶಾಸ್ತ್ರ-96, ಗಣಿತ-97, ಜೀವಶಾಸ್ತ್ರ-100 ಅಂಕ ಪಡೆದಿದ್ದಾರೆ. ಇವರು ಶಿಕ್ಷಕ ದಂಪತಿಗಳ ಪುತ್ರಿ. <box>88 396 288 440</box>
photo-caption: ದ್ವಿತೀಯ ಪಿಯು ವಾಣಿಜ್ಯ ವಿಭಾಗದಲ್ಲಿ 596 ಅಂಕ ಗಳಿಸಿದ ಸದ್ವಿದ್ಯಾ ಸೆಮಿ-ರೆಸಿಡೆನ್ಷಿಯಲ್ ಪದವಿ ಪೂರ್ವ ಕಾಲೇಜಿನ ವಿದ್ಯಾರ್ಥಿನಿ ಜೆ.ಧಾತ್ರಿಯನ್ನು ಕಾಲೇಜು ಆಡಳಿತ ಮಂಡಳಿ ಅಭಿನಂದಿಸಿತು. <box>38 1048 272 1065</box>
waqf-col3: ಸುಪ್ರೀಂ ಕೋರ್ಟ್ ಏಪ್ರಿಲ್ 16ರಂದು ಅರ್ಜಿಗಳ ವಿಚಾರಣೆ ನಡೆಸಲಿದೆ. ಕೇಂದ್ರ ಸರ್ಕಾರ ಈಗಾಗಲೇ ಕೇವಿಯಟ್ ಅರ್ಜಿ ಸಲ್ಲಿಸಿದ್ದು, ತನ್ನ ವಾದ ಆಲಿಸದೆ ಯಾವುದೇ ಆದೇಶ ಹೊರಡಿಸಬಾರದು ಎಂದು ಮನವಿ ಮಾಡಿದೆ. ವಕ್ಫ್ ಮಂಡಳಿಗಳಲ್ಲಿ ಮುಸ್ಲಿಮೇತರ ಸದಸ್ಯರ ನೇಮಕ ಸೇರಿದಂತೆ ಹಲವು ಬದಲಾವಣೆಗಳನ್ನು ಕಾಯ್ದೆ ಒಳಗೊಂಡಿದೆ. <box>534 516 648 578</box>
student-item <box>38 380 288 492</box>
group-people-illustration <box>38 926 288 1046</box>
bus-col2: ಡೀಸೆಲ್ ಮೇಲಿನ ಮಾರಾಟ ತೆರಿಗೆಯನ್ನು ಸರ್ಕಾರ ಹೆಚ್ಚಿಸಿದ ನಂತರ ಬಸ್ ನಿರ್ವಹಣಾ ವೆಚ್ಚ ಗಣನೀಯವಾಗಿ ಏರಿಕೆಯಾಗಿದೆ. ಟೈರ್, ಬಿಡಿಭಾಗಗಳ ದರವೂ ಹೆಚ್ಚಾಗಿದೆ. ದರ ಏರಿಕೆ ಅನಿವಾರ್ಯ ಎಂದು ಮಾಲೀಕರು ಹೇಳಿದ್ದಾರೆ. ಶೇಕಡಾ 15 ರಿಂದ 20 ರಷ್ಟು ಏರಿಕೆ: ಕಿಲೋ ಮೀಟರ್ ಲೆಕ್ಕದಲ್ಲಿ ದರ ನಿಗದಿಪಡಿಸಲಾಗುವುದು. ಶೀಘ್ರದಲ್ಲೇ ಹೊಸ ದರಪಟ್ಟಿ ಪ್ರಕಟವಾಗಲಿದ್ದು, ಪ್ರಯಾಣಿಕರು ಸಹಕರಿಸಬೇಕು ಎಂದು ಸಂಘದ ಅಧ್ಯಕ್ಷರು ಮನವಿ ಮಾಡಿದ್ದಾರೆ. <box>784 532 908 612</box>
waqf-story <box>298 488 648 833</box>
item-title: ನಿರ್ಮಿತಾ ಎಂ.ಕೆ ಅವರಿಗೆ 558 ಅಂಕ <box>38 495 186 509</box>
item-title: ಉನ್ನತ ಶ್ರೇಣಿಯಲ್ಲಿ ಪಾಸ್ <box>58 826 156 840</box>
student-item <box>38 742 288 822</box>
student-photo <box>38 756 88 814</box>
lead-headline: ಮೈಸೂರು ರಿಂಗ್ ರಸ್ತೆ ಇಕ್ಕೆಲಗಳಲ್ಲಿ ರಾಶಿ ರಾಶಿ ನಾನಾ <box>395 82 811 111</box>
bus-extra <box>656 682 908 782</box>
fake-notes-col1: ಕಾರವಾರ: ಉತ್ತರ ಕನ್ನಡ ಜಿಲ್ಲೆಯ ದಾಂಡೇಲಿಯ ಗಾಂಧಿನಗರದ ಮನೆಯೊಂದರಲ್ಲಿ ಅಪಾರ ಪ್ರಮಾಣದ ನಕಲಿ ನೋಟುಗಳು ಪತ್ತೆಯಾಗಿವೆ. ಮನೆಯಲ್ಲಿದ್ದ 500 ರೂ. ಮುಖಬೆಲೆಯ 14 ಕೋಟಿ ರೂ. ಮೌಲ್ಯದ ನಕಲಿ ನೋಟುಗಳನ್ನು ಪೊಲೀಸರು ವಶಪಡಿಸಿಕೊಂಡಿದ್ದಾರೆ. <box>298 746 412 799</box>
waqf-headline: ವಕ್ಫ್ ಕಾಯ್ದೆ ಜಾರಿ: ಕೇಂದ್ರ ಸರ್ಕಾರದ ಅಧಿಸೂಚನೆ <box>298 490 568 510</box>
college-felicitation-photo <box>38 94 286 252</box>
muda-col2: ಮುಡಾ ವಿವಿಧ ಯೋಜನೆಗಳಲ್ಲಿ ಭೂಮಿ ಸ್ವಾಧೀನಪಡಿಸಿಕೊಂಡಿದ್ದರೂ ಮೂಲ ಸೌಕರ್ಯ ಕಲ್ಪಿಸಿಲ್ಲ. ರಸ್ತೆ, ಚರಂಡಿ, ವಿದ್ಯುತ್, ಕುಡಿಯುವ ನೀರಿನ ವ್ಯವಸ್ಥೆ ಇಲ್ಲದೆ ನಿವೇಶನಗಳು ಪಾಳು ಬಿದ್ದಿವೆ. 50:50 ಅನುಪಾತದಲ್ಲಿ ಭೂಮಾಲೀಕರಿಗೆ ನಿವೇಶನ ಹಂಚಿಕೆ ಮಾಡುವಲ್ಲಿಯೂ ಅಕ್ರಮ ನಡೆದಿದೆ. ಈ ಬಗ್ಗೆ ತನಿಖೆ ನಡೆಸಬೇಕು ಎಂದು ಒತ್ತಾಯಿಸಿದರು. <box>416 984 512 1064</box>
registration-marks <box>0 1404 945 1418</box>
